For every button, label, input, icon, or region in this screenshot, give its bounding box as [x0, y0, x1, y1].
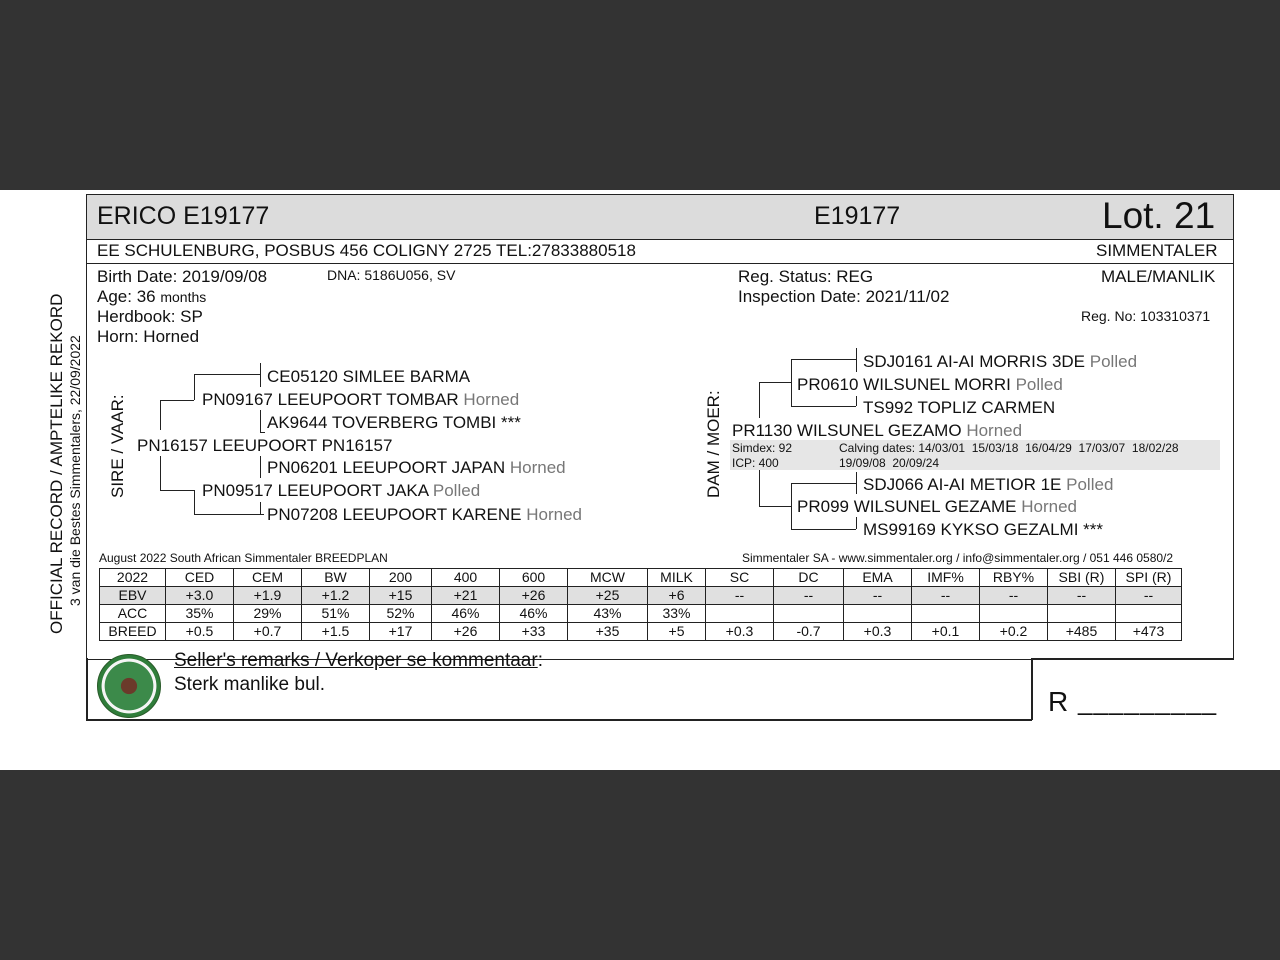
dam-sire-dam: TS992 TOPLIZ CARMEN [863, 398, 1056, 417]
lot-number: Lot. 21 [1102, 195, 1216, 236]
sire-dam-dam: PN07208 LEEUPOORT KARENE Horned [267, 505, 582, 524]
ebv-cell [1116, 605, 1182, 623]
dam-sire: PR0610 WILSUNEL MORRI Polled [797, 375, 1063, 394]
ebv-cell: 600 [500, 569, 568, 587]
breed-row [100, 623, 1182, 641]
age-unit: months [160, 289, 207, 305]
ebv-cell [912, 605, 980, 623]
ebv-cell: SC [706, 569, 774, 587]
ebv-cell: -- [774, 587, 844, 605]
ebv-cell: +15 [370, 587, 432, 605]
official-record-subtext: 3 van die Bestes Simmentalers, 22/09/2022 [67, 335, 83, 606]
ebv-cell: MILK [648, 569, 706, 587]
ebv-cell: 33% [648, 605, 706, 623]
sex: MALE/MANLIK [1101, 267, 1216, 286]
dam-dam-dam: MS99169 KYKSO GEZALMI *** [863, 520, 1103, 539]
ebv-cell: -0.7 [774, 623, 844, 641]
animal-name: ERICO E19177 [97, 202, 270, 230]
sire-sire: PN09167 LEEUPOORT TOMBAR Horned [202, 390, 520, 409]
ebv-cell: 400 [432, 569, 500, 587]
ebv-cell: 29% [234, 605, 302, 623]
ebv-cell: BREED [100, 623, 166, 641]
ebv-cell: +5 [648, 623, 706, 641]
ebv-cell: RBY% [980, 569, 1048, 587]
ebv-cell: +6 [648, 587, 706, 605]
horn-status: Horn: Horned [97, 327, 200, 346]
ebv-cell: +0.3 [844, 623, 912, 641]
sire-sire-sire: CE05120 SIMLEE BARMA [267, 367, 471, 386]
ebv-cell [844, 605, 912, 623]
birth-date: Birth Date: 2019/09/08 [97, 267, 268, 286]
ebv-cell: +0.7 [234, 623, 302, 641]
ebv-cell: 35% [166, 605, 234, 623]
price-currency: R [1048, 686, 1069, 717]
ebv-cell [1048, 605, 1116, 623]
inspection-date: Inspection Date: 2021/11/02 [738, 287, 950, 306]
simdex: Simdex: 92 [732, 441, 793, 455]
dam-dam-sire: SDJ066 AI-AI METIOR 1E Polled [863, 475, 1114, 494]
ebv-cell: +0.1 [912, 623, 980, 641]
ebv-cell: -- [706, 587, 774, 605]
age [97, 287, 206, 307]
registration-number: Reg. No: 103310371 [1081, 308, 1211, 324]
calving-dates: Calving dates: 14/03/01 15/03/18 16/04/29 17/03/07 18/02/28 [839, 441, 1179, 455]
official-record-text: OFFICIAL RECORD / AMPTELIKE REKORD [47, 293, 66, 634]
dam-label: DAM / MOER: [704, 390, 723, 498]
herdbook: Herdbook: SP [97, 307, 203, 326]
ebv-cell: BW [302, 569, 370, 587]
ebv-cell: -- [844, 587, 912, 605]
ebv-cell: +0.3 [706, 623, 774, 641]
dna-info: DNA: 5186U056, SV [327, 267, 456, 283]
ebv-cell: +26 [500, 587, 568, 605]
ebv-cell: +21 [432, 587, 500, 605]
ebv-cell: 46% [432, 605, 500, 623]
bottom-background-band [0, 770, 1280, 960]
ebv-cell: 200 [370, 569, 432, 587]
ebv-table [99, 568, 1182, 641]
ebv-cell: -- [980, 587, 1048, 605]
ebv-cell: ACC [100, 605, 166, 623]
sire-dam: PN09517 LEEUPOORT JAKA Polled [202, 481, 481, 500]
ebv-cell: MCW [568, 569, 648, 587]
ebv-cell: +33 [500, 623, 568, 641]
acc-row [100, 605, 1182, 623]
top-background-band [0, 0, 1280, 190]
ebv-cell: +35 [568, 623, 648, 641]
icp: ICP: 400 [732, 456, 779, 470]
ebv-cell: +25 [568, 587, 648, 605]
ebv-cell: 2022 [100, 569, 166, 587]
sire-sire-dam: AK9644 TOVERBERG TOMBI *** [267, 413, 521, 432]
ebv-cell: +1.9 [234, 587, 302, 605]
animal-id: E19177 [814, 202, 901, 230]
ebv-cell [980, 605, 1048, 623]
ebv-cell: +1.5 [302, 623, 370, 641]
ebv-cell: IMF% [912, 569, 980, 587]
dam-dam: PR099 WILSUNEL GEZAME Horned [797, 497, 1077, 516]
sire-dam-sire: PN06201 LEEUPOORT JAPAN Horned [267, 458, 566, 477]
remarks-text: Sterk manlike bul. [174, 674, 326, 695]
dam-name: PR1130 WILSUNEL GEZAMO Horned [732, 421, 1023, 440]
reg-status: Reg. Status: REG [738, 267, 874, 286]
ebv-cell: -- [1116, 587, 1182, 605]
simmentaler-logo [97, 654, 161, 718]
calving-dates-cont: 19/09/08 20/09/24 [839, 456, 940, 470]
sire-label: SIRE / VAAR: [108, 394, 127, 498]
ebv-cell: 51% [302, 605, 370, 623]
ebv-cell: 43% [568, 605, 648, 623]
ebv-cell: CEM [234, 569, 302, 587]
ebv-cell: +0.5 [166, 623, 234, 641]
ebv-cell: +0.2 [980, 623, 1048, 641]
breedplan-source: August 2022 South African Simmentaler BREEDPLAN [99, 551, 388, 565]
ebv-cell: 52% [370, 605, 432, 623]
ebv-row [100, 587, 1182, 605]
breed-name: SIMMENTALER [1096, 241, 1218, 260]
ebv-cell [706, 605, 774, 623]
ebv-cell: +26 [432, 623, 500, 641]
dam-sire-sire: SDJ0161 AI-AI MORRIS 3DE Polled [863, 352, 1138, 371]
ebv-cell: CED [166, 569, 234, 587]
ebv-cell: EBV [100, 587, 166, 605]
ebv-cell: DC [774, 569, 844, 587]
price-blank[interactable]: _________ [1078, 686, 1218, 716]
ebv-cell [774, 605, 844, 623]
ebv-cell: +3.0 [166, 587, 234, 605]
sire-name: PN16157 LEEUPOORT PN16157 [137, 436, 393, 455]
ebv-cell: +473 [1116, 623, 1182, 641]
age-value: Age: 36 [97, 287, 156, 306]
breedplan-contact: Simmentaler SA - www.simmentaler.org / info@simmentaler.org / 051 446 0580/2 [742, 551, 1174, 565]
remarks-title: Seller's remarks / Verkoper se kommentaar: [174, 650, 543, 671]
ebv-cell: 46% [500, 605, 568, 623]
breeder-line: EE SCHULENBURG, POSBUS 456 COLIGNY 2725 TEL:27833880518 [97, 241, 636, 260]
ebv-cell: -- [912, 587, 980, 605]
ebv-cell: +1.2 [302, 587, 370, 605]
ebv-cell: EMA [844, 569, 912, 587]
ebv-header-row [100, 569, 1182, 587]
ebv-cell: +485 [1048, 623, 1116, 641]
ebv-cell: SBI (R) [1048, 569, 1116, 587]
ebv-cell: -- [1048, 587, 1116, 605]
ebv-cell: +17 [370, 623, 432, 641]
ebv-cell: SPI (R) [1116, 569, 1182, 587]
